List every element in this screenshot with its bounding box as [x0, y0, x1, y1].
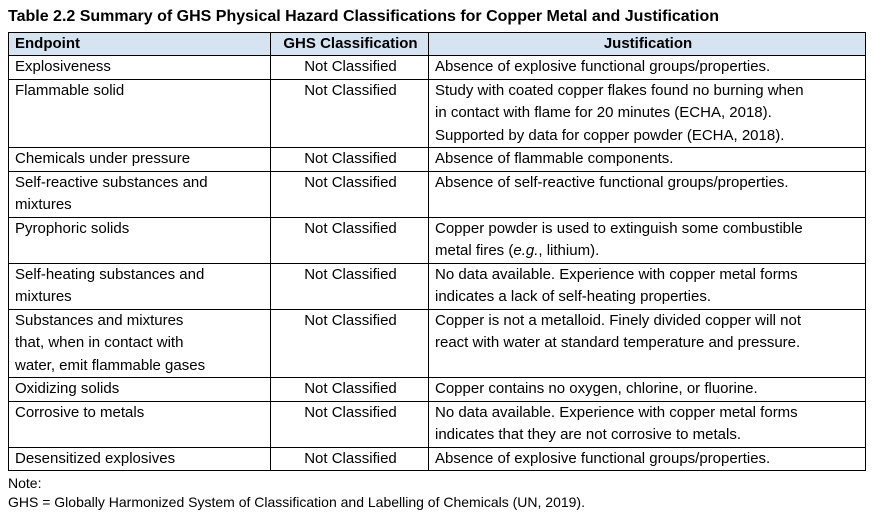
table-row	[9, 263, 866, 309]
endpoint-cell: Pyrophoric solids	[9, 217, 271, 263]
classification-cell: Not Classified	[271, 171, 429, 217]
justification-cell: No data available. Experience with copper metal forms indicates a lack of self-heating properties.	[429, 263, 866, 309]
justification-cell: Copper powder is used to extinguish some combustible metal fires (e.g., lithium).	[429, 217, 866, 263]
table-title: Table 2.2 Summary of GHS Physical Hazard Classifications for Copper Metal and Justification	[8, 8, 719, 25]
endpoint-cell: Flammable solid	[9, 79, 271, 148]
endpoint-cell: Desensitized explosives	[9, 447, 271, 471]
column-header-justification: Justification	[429, 33, 866, 56]
table-row	[9, 309, 866, 378]
endpoint-cell: Explosiveness	[9, 56, 271, 80]
classification-cell: Not Classified	[271, 79, 429, 148]
table-row	[9, 378, 866, 402]
table-row	[9, 447, 866, 471]
table-row	[9, 217, 866, 263]
endpoint-cell: Chemicals under pressure	[9, 148, 271, 172]
endpoint-cell: Self-heating substances and mixtures	[9, 263, 271, 309]
classification-cell: Not Classified	[271, 217, 429, 263]
justification-cell: Copper is not a metalloid. Finely divided copper will not react with water at standard temperature and pressure.	[429, 309, 866, 378]
column-header-endpoint: Endpoint	[9, 33, 271, 56]
classification-cell: Not Classified	[271, 309, 429, 378]
justification-cell: Absence of flammable components.	[429, 148, 866, 172]
classification-cell: Not Classified	[271, 401, 429, 447]
table-header-row	[9, 33, 866, 56]
justification-cell: Absence of self-reactive functional groups/properties.	[429, 171, 866, 217]
classification-cell: Not Classified	[271, 148, 429, 172]
classification-cell: Not Classified	[271, 56, 429, 80]
classification-cell: Not Classified	[271, 378, 429, 402]
endpoint-cell: Self-reactive substances and mixtures	[9, 171, 271, 217]
note-text: GHS = Globally Harmonized System of Classification and Labelling of Chemicals (UN, 2019).	[8, 494, 585, 510]
justification-cell: Absence of explosive functional groups/properties.	[429, 447, 866, 471]
endpoint-cell: Oxidizing solids	[9, 378, 271, 402]
table-notes	[8, 474, 585, 512]
table-row	[9, 56, 866, 80]
endpoint-cell: Substances and mixtures that, when in contact with water, emit flammable gases	[9, 309, 271, 378]
justification-cell: Copper contains no oxygen, chlorine, or fluorine.	[429, 378, 866, 402]
classification-cell: Not Classified	[271, 447, 429, 471]
classification-cell: Not Classified	[271, 263, 429, 309]
endpoint-cell: Corrosive to metals	[9, 401, 271, 447]
justification-cell: Absence of explosive functional groups/properties.	[429, 56, 866, 80]
column-header-ghs-classification: GHS Classification	[271, 33, 429, 56]
table-row	[9, 171, 866, 217]
justification-cell: Study with coated copper flakes found no burning when in contact with flame for 20 minutes (ECHA, 2018). Supported by data for copper powder (ECHA, 2018).	[429, 79, 866, 148]
table-row	[9, 401, 866, 447]
justification-cell: No data available. Experience with copper metal forms indicates that they are not corrosive to metals.	[429, 401, 866, 447]
hazard-classification-table	[8, 32, 866, 471]
table-row	[9, 79, 866, 148]
table-row	[9, 148, 866, 172]
note-label: Note:	[8, 475, 42, 491]
